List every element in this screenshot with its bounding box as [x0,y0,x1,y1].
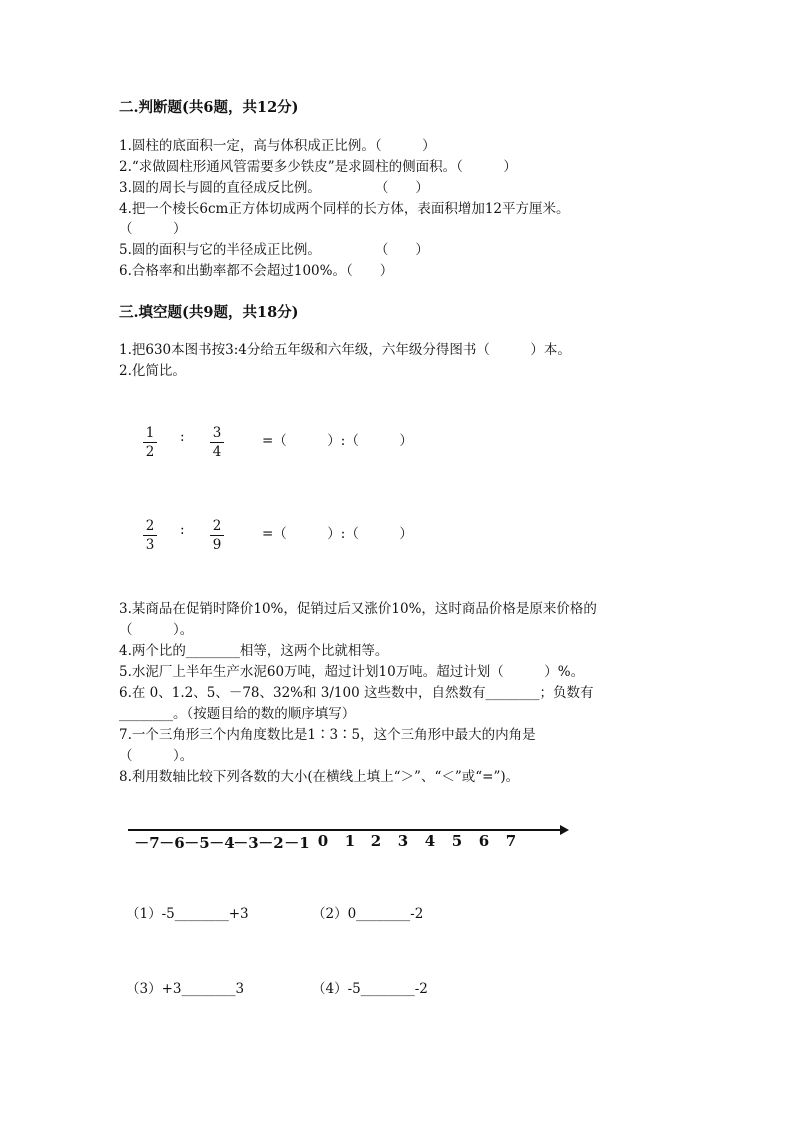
number-line-label: －7 [134,834,160,852]
denominator: 4 [212,444,222,460]
denominator: 9 [212,537,222,553]
fill-q7: 7.一个三角形三个内角度数比是1∶3∶5，这个三角形中最大的内角是 [119,727,536,743]
section-3-title: 三.填空题(共9题，共18分) [119,304,299,321]
judge-item-1: 1.圆柱的底面积一定，高与体积成正比例。（ ） [119,138,436,154]
compare-4: （4）-5________-2 [312,981,428,997]
number-line-label: －1 [284,834,310,852]
fill-q1: 1.把630本图书按3:4分给五年级和六年级，六年级分得图书（ ）本。 [119,342,571,358]
ratio-colon: : [180,522,185,538]
judge-item-3: 3.圆的周长与圆的直径成反比例。 （ ） [119,180,429,196]
fraction-a [142,424,158,461]
number-line-label: －3 [233,834,259,852]
number-line-label: －6 [159,834,185,852]
numerator: 3 [212,425,222,441]
number-line-label: 1 [344,832,356,850]
fill-q6: 6.在 0、1.2、5、－78、32%和 3/100 这些数中，自然数有________；负数有 [119,685,594,701]
number-line-label: －4 [209,834,235,852]
fill-q5: 5.水泥厂上半年生产水泥60万吨，超过计划10万吨。超过计划（ ）%。 [119,664,585,680]
number-line-label: 5 [451,832,463,850]
judge-item-4: 4.把一个棱长6cm正方体切成两个同样的长方体，表面积增加12平方厘米。 [119,201,570,217]
fill-q3-cont: （ ）。 [119,622,194,638]
fill-q4: 4.两个比的________相等，这两个比就相等。 [119,643,389,659]
denominator: 3 [145,537,155,553]
fraction-b [209,424,225,461]
fill-q6-cont: ________。（按题目给的数的顺序填写） [119,706,356,722]
ratio-answer: =（ ）:（ ） [262,526,413,542]
fraction-b [209,517,225,554]
judge-item-6: 6.合格率和出勤率都不会超过100%。（ ） [119,263,394,279]
fill-q3: 3.某商品在促销时降价10%，促销过后又涨价10%，这时商品价格是原来价格的 [119,601,597,617]
compare-2: （2）0________-2 [312,906,424,922]
number-line-label: －2 [258,834,284,852]
ratio-answer: =（ ）:（ ） [262,433,413,449]
number-line-label: 7 [505,832,517,850]
number-line-label: 3 [397,832,409,850]
fill-q7-cont: （ ）。 [119,748,194,764]
number-line-label: 6 [478,832,490,850]
fill-q8: 8.利用数轴比较下列各数的大小(在横线上填上“＞”、“＜”或“=”)。 [119,769,520,785]
judge-item-5: 5.圆的面积与它的半径成正比例。 （ ） [119,242,429,258]
denominator: 2 [145,444,155,460]
numerator: 2 [212,518,222,534]
fraction-a [142,517,158,554]
section-2-title: 二.判断题(共6题，共12分) [119,99,299,116]
compare-1: （1）-5________+3 [126,906,249,922]
fill-q2: 2.化简比。 [119,363,186,379]
judge-item-4-cont: （ ） [119,221,187,237]
number-line-label: 0 [317,832,329,850]
ratio-colon: : [180,429,185,445]
numerator: 2 [145,518,155,534]
judge-item-2: 2.“求做圆柱形通风管需要多少铁皮”是求圆柱的侧面积。（ ） [119,159,517,175]
compare-3: （3）+3________3 [126,981,245,997]
number-line-label: 2 [370,832,382,850]
number-line-arrow [560,825,569,835]
number-line-label: 4 [424,832,436,850]
number-line-label: －5 [184,834,210,852]
numerator: 1 [145,425,155,441]
